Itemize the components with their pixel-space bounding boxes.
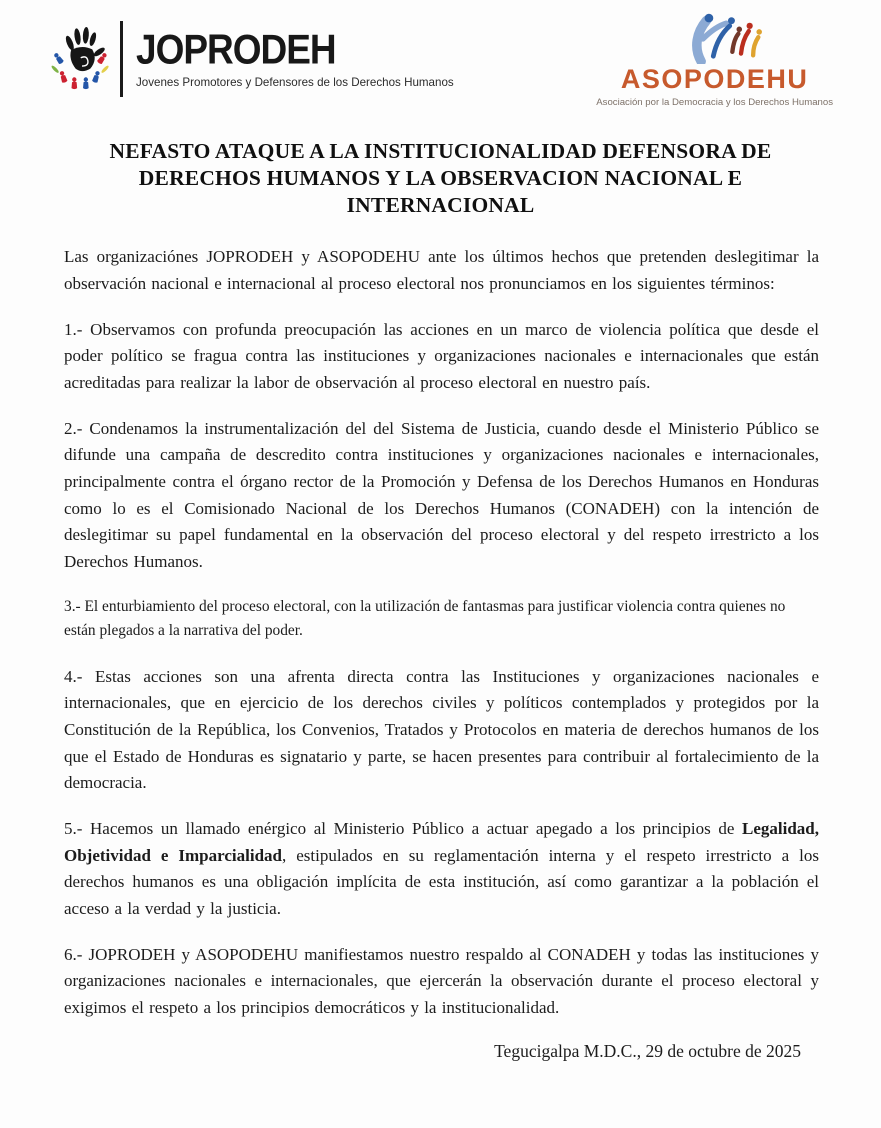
title-line-1: NEFASTO ATAQUE A LA INSTITUCIONALIDAD DEFENSORA DE — [109, 139, 772, 163]
paragraph-3: 3.- El enturbiamiento del proceso electoral, con la utilización de fantasmas para justificar violencia contra quienes no están plegados a la narrativa del poder. — [64, 597, 786, 639]
joprodeh-tagline: Jovenes Promotores y Defensores de los Derechos Humanos — [136, 76, 454, 89]
joprodeh-name: JOPRODEH — [136, 26, 336, 73]
title-line-2: DERECHOS HUMANOS Y LA OBSERVACION NACIONAL E — [138, 166, 743, 191]
paragraph-5-before: 5.- Hacemos un llamado enérgico al Ministerio Público a actuar apegado a los principios de — [64, 818, 742, 838]
document-title — [60, 138, 821, 219]
document-body — [0, 244, 881, 1062]
paragraph-2: 2.- Condenamos la instrumentalización del del Sistema de Justicia, cuando desde el Ministerio Público se difunde una campaña de descredito contra instituciones y organizaciones nacionales e internacionales, principalmente contra el órgano rector de la Promoción y Defensa de los Derechos Humanos en Honduras como lo es el Comisionado Nacional de los Derechos Humanos (CONADEH) con la intención de deslegitimar su papel fundamental en la observación del proceso electoral y del respeto irrestricto a los Derechos Humanos. — [64, 418, 819, 572]
paragraph-1: 1.- Observamos con profunda preocupación las acciones en un marco de violencia política que desde el poder político se fragua contra las instituciones y organizaciones nacionales e internacionales que están acreditadas para realizar la labor de observación al proceso electoral en nuestro país. — [64, 319, 819, 392]
title-line-3: INTERNACIONAL — [346, 193, 535, 218]
paragraph-6: 6.- JOPRODEH y ASOPODEHU manifiestamos nuestro respaldo al CONADEH y todas las instituciones y organizaciones nacionales e internacionales, que ejercerán la observación durante el proceso electoral y exigimos el respeto a los principios democráticos y la institucionalidad. — [64, 944, 819, 1018]
asopodehu-tagline: Asociación por la Democracia y los Derechos Humanos — [596, 97, 833, 108]
paragraph-5 — [64, 816, 819, 923]
paragraph-4-text: 4.- Estas acciones son una afrenta directa contra las Instituciones y organizaciones nacionales e internacionales, que en ejercicio de los derechos civiles y políticos contemplados y protegidos por la Constitución de la República, los Convenios, Tratados y Protocolos en materia de derechos humanos de los que el Estado de Honduras es signatario y parte, se hacen presentes para contribuir al fortalecimiento de la democracia. — [64, 666, 819, 793]
joprodeh-logo — [50, 16, 454, 102]
header — [0, 0, 881, 108]
paragraph-5-after: , estipulados en su reglamentación interna y el respeto irrestricto a los derechos humanos es una obligación implícita de esta institución, así como garantizar a la población el acceso a la verdad y la justicia. — [64, 845, 819, 919]
logo-divider — [120, 21, 123, 97]
handprint-with-people-icon — [50, 16, 114, 102]
abstract-people-figures-icon — [659, 12, 771, 64]
joprodeh-text — [136, 26, 454, 89]
dateline: Tegucigalpa M.D.C., 29 de octubre de 2025 — [494, 1040, 801, 1061]
paragraph-5-bold-principles: Legalidad, Objetividad e Imparcialidad — [64, 818, 819, 865]
intro-paragraph: Las organizaciónes JOPRODEH y ASOPODEHU ante los últimos hechos que pretenden deslegitimar la observación nacional e internacional al proceso electoral nos pronunciamos en los siguientes términos: — [64, 247, 819, 293]
paragraph-4 — [64, 664, 819, 797]
asopodehu-name: ASOPODEHU — [620, 64, 809, 94]
asopodehu-logo — [596, 12, 833, 108]
